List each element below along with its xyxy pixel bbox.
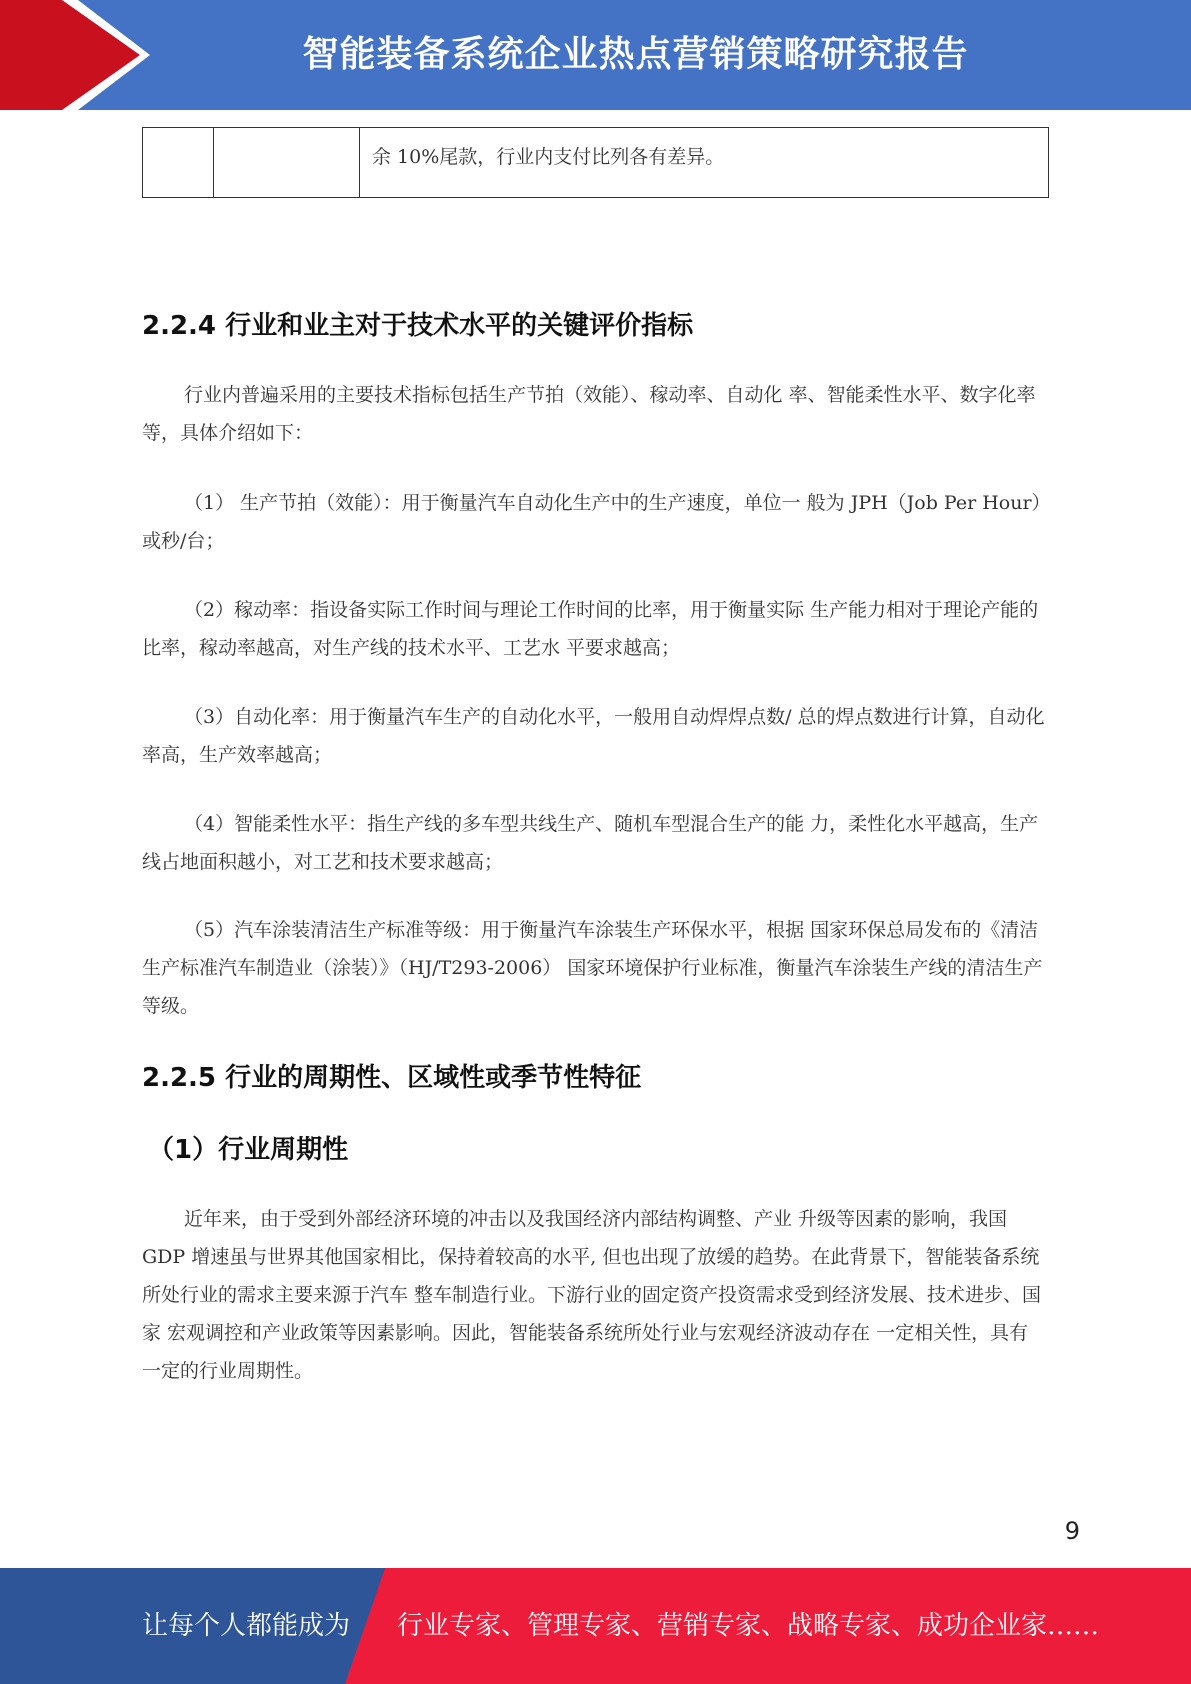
paragraph-item-3: （3）自动化率：用于衡量汽车生产的自动化水平，一般用自动焊焊点数/ 总的焊点数进行计算，自动化率高，生产效率越高； xyxy=(142,706,1045,766)
section-heading-2-2-5: 2.2.5 行业的周期性、区域性或季节性特征 xyxy=(142,1063,642,1093)
subsection-heading-cyclicality: （1）行业周期性 xyxy=(148,1135,349,1165)
paragraph-item-4: （4）智能柔性水平：指生产线的多车型共线生产、随机车型混合生产的能 力，柔性化水平越高，生产线占地面积越小，对工艺和技术要求越高； xyxy=(142,813,1039,873)
footer-slogan-right: 行业专家、管理专家、营销专家、战略专家、成功企业家…… xyxy=(397,1611,1100,1641)
footer-slogan-left: 让每个人都能成为 xyxy=(142,1611,351,1641)
page-footer xyxy=(0,1568,1191,1684)
table-cell xyxy=(143,128,214,198)
table-row xyxy=(143,128,1049,198)
paragraph-intro: 行业内普遍采用的主要技术指标包括生产节拍（效能）、稼动率、自动化 率、智能柔性水平、数字化率等，具体介绍如下： xyxy=(142,384,1036,444)
paragraph-item-2: （2）稼动率：指设备实际工作时间与理论工作时间的比率，用于衡量实际 生产能力相对于理论产能的比率，稼动率越高，对生产线的技术水平、工艺水 平要求越高； xyxy=(142,599,1039,659)
paragraph-item-1: （1） 生产节拍（效能）：用于衡量汽车自动化生产中的生产速度，单位一 般为 JPH（Job Per Hour）或秒/台； xyxy=(142,492,1042,552)
continued-table xyxy=(142,127,1049,198)
page-number: 9 xyxy=(1064,1517,1080,1545)
report-title: 智能装备系统企业热点营销策略研究报告 xyxy=(302,34,969,75)
paragraph-item-5: （5）汽车涂装清洁生产标准等级：用于衡量汽车涂装生产环保水平，根据 国家环保总局发布的《清洁生产标准汽车制造业（涂装）》（HJ/T293-2006） 国家环境保护行业标准，衡量汽车涂装生产线的清洁生产等级。 xyxy=(142,919,1043,1017)
header-arrow-decoration xyxy=(0,0,200,110)
table-cell: 余 10%尾款，行业内支付比列各有差异。 xyxy=(360,128,1049,198)
section-heading-2-2-4: 2.2.4 行业和业主对于技术水平的关键评价指标 xyxy=(142,311,694,341)
page-header xyxy=(0,0,1191,110)
table-cell xyxy=(214,128,360,198)
paragraph-cyclicality: 近年来，由于受到外部经济环境的冲击以及我国经济内部结构调整、产业 升级等因素的影响，我国 GDP 增速虽与世界其他国家相比，保持着较高的水平, 但也出现了放缓的趋势。在此背景下，智能装备系统所处行业的需求主要来源于汽车 整车制造行业。下游行业的固定资产投资需求受到经济发展、技术进步、国家 宏观调控和产业政策等因素影响。因此，智能装备系统所处行业与宏观经济波动存在 一定相关性，具有一定的行业周期性。 xyxy=(142,1208,1042,1382)
